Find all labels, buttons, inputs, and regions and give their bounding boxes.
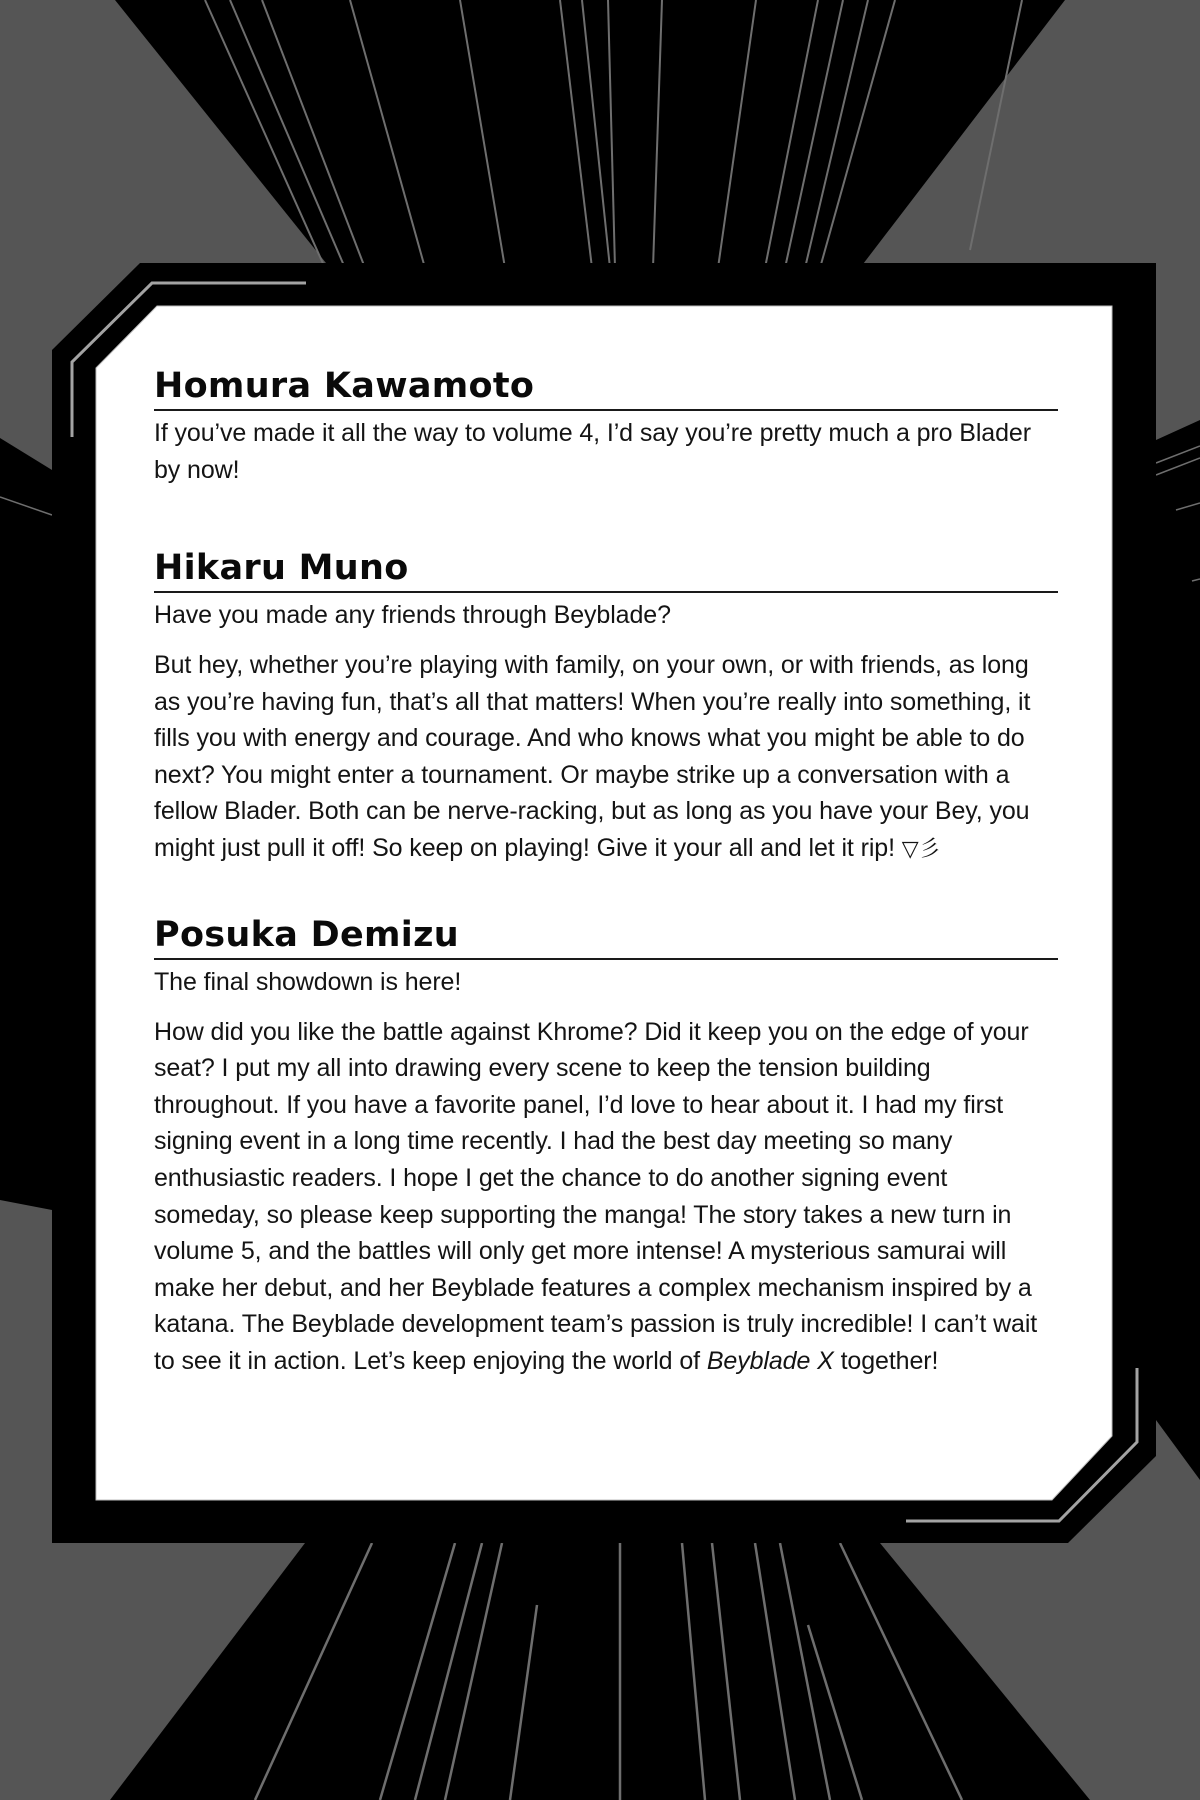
- author-section-homura-kawamoto: [154, 366, 1058, 489]
- author-section-hikaru-muno: [154, 548, 1058, 869]
- author-message-lead: The final showdown is here!: [154, 967, 462, 996]
- author-message-body: [154, 1014, 1058, 1380]
- author-message-text-end: together!: [833, 1346, 939, 1375]
- author-heading: Posuka Demizu: [154, 915, 1058, 960]
- author-heading: Homura Kawamoto: [154, 366, 1058, 411]
- author-message-text: How did you like the battle against Khrome? Did it keep you on the edge of your seat? I put my all into drawing every scene to keep the tension building throughout. If you have a favorite panel, I’d love to hear about it. I had my first signing event in a long time recently. I had the best day meeting so many enthusiastic readers. I hope I get the chance to do another signing event someday, so please keep supporting the manga! The story takes a new turn in volume 5, and the battles will only get more intense! A mysterious samurai will make her debut, and her Beyblade features a complex mechanism inspired by a katana. The Beyblade development team’s passion is truly incredible! I can’t wait to see it in action. Let’s keep enjoying the world of: [154, 1017, 1038, 1375]
- left-speedline-burst: [0, 455, 52, 1210]
- author-message-body: [154, 647, 1058, 869]
- series-title-italic: Beyblade X: [706, 1346, 834, 1375]
- author-message-lead: Have you made any friends through Beyblade?: [154, 601, 671, 629]
- author-message-lead: If you’ve made it all the way to volume 4, I’d say you’re pretty much a pro Blader by now!: [154, 419, 1031, 484]
- author-heading: Hikaru Muno: [154, 548, 1058, 593]
- afterword-content: [154, 366, 1058, 1380]
- author-section-posuka-demizu: [154, 915, 1058, 1380]
- right-speedline-burst: [1156, 420, 1200, 1480]
- author-message-text: But hey, whether you’re playing with family, on your own, or with friends, as long as you’re having fun, that’s all that matters! When you’re really into something, it fills you with energy and courage. And who knows what you might be able to do next? You might enter a tournament. Or maybe strike up a conversation with a fellow Blader. Both can be nerve-racking, but as long as you have your Bey, you might just pull it off! So keep on playing! Give it your all and let it rip!: [154, 651, 1031, 862]
- emoticon: ▽彡: [901, 836, 941, 862]
